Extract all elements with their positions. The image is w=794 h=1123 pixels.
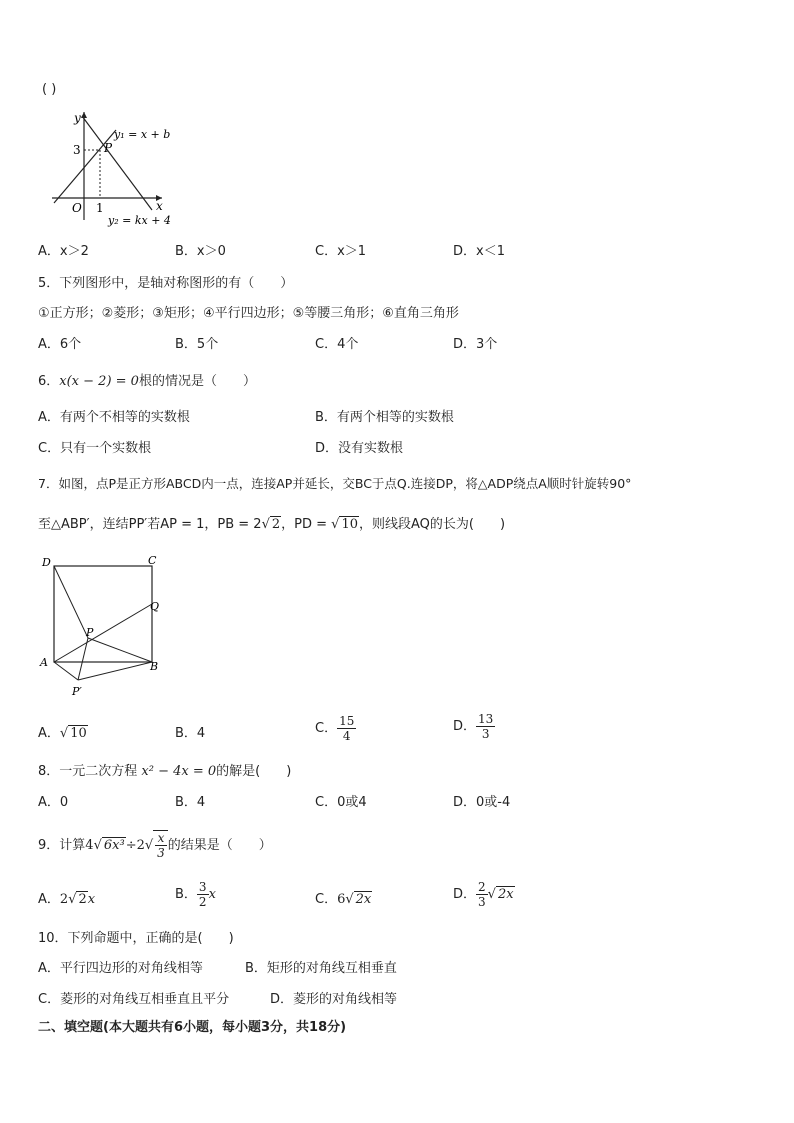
q9-frac-den: 3 bbox=[157, 846, 165, 860]
q7-label-p-prime: P′ bbox=[72, 685, 82, 698]
q9-stem-a: 9．计算 bbox=[38, 838, 86, 853]
q9-div: ÷2 bbox=[125, 838, 145, 853]
q9-option-d-sqrt: √ 2x bbox=[487, 887, 514, 902]
q4-x-label: x bbox=[156, 199, 163, 213]
q8-stem-a: 8．一元二次方程 bbox=[38, 764, 142, 779]
q6-option-b[interactable]: B．有两个相等的实数根 bbox=[315, 410, 454, 425]
q4-option-d[interactable]: D．x＜1 bbox=[453, 244, 505, 259]
q10-option-b[interactable]: B．矩形的对角线互相垂直 bbox=[245, 961, 397, 976]
q9-option-d-num: 2 bbox=[478, 880, 486, 894]
q9-option-a-rad: 2 bbox=[78, 892, 87, 907]
q8-stem bbox=[38, 760, 291, 779]
q4-line2-label: y₂ = kx + 4 bbox=[108, 214, 171, 227]
q7-label-p: P bbox=[86, 626, 94, 639]
q4-graph bbox=[44, 108, 194, 228]
q7-option-c-label: C． bbox=[315, 721, 338, 736]
q9-option-c-label: C． bbox=[315, 892, 338, 907]
q9-option-d-frac bbox=[476, 880, 488, 909]
q8-stem-b: 的解是( ) bbox=[216, 764, 292, 779]
q7-option-a[interactable] bbox=[38, 722, 88, 741]
q9-option-c[interactable] bbox=[315, 888, 372, 907]
q7-option-c-num: 15 bbox=[339, 714, 355, 728]
q7-option-c-frac bbox=[337, 714, 356, 743]
q9-option-d[interactable] bbox=[453, 880, 515, 909]
q9-option-b-frac bbox=[197, 880, 209, 909]
q9-frac bbox=[155, 831, 167, 860]
q7-label-c: C bbox=[148, 554, 157, 567]
q7-option-a-rad: 10 bbox=[70, 726, 87, 741]
q7-label-b: B bbox=[150, 660, 159, 673]
q7-option-a-label: A． bbox=[38, 726, 60, 741]
q4-option-c[interactable]: C．x＞1 bbox=[315, 244, 367, 259]
q7-sqrt-pd: √ 10 bbox=[331, 517, 359, 532]
q7-option-c-den: 4 bbox=[342, 729, 351, 743]
q9-sqrt2: √ $\frac{x}{3}$ bbox=[145, 830, 168, 860]
q7-line1: 7．如图，点P是正方形ABCD内一点，连接AP并延长，交BC于点Q.连接DP，将△ADP绕点A顺时针旋转90° bbox=[38, 476, 632, 491]
q9-option-c-coef: 6 bbox=[337, 892, 346, 907]
q9-frac-num: x bbox=[155, 831, 167, 846]
q4-tick-x: 1 bbox=[96, 201, 104, 215]
q7-label-a: A bbox=[40, 656, 48, 669]
q7-sqrt-pd-rad: 10 bbox=[341, 517, 359, 532]
q4-point-p: P bbox=[104, 141, 113, 155]
q8-option-b[interactable]: B．4 bbox=[175, 795, 206, 810]
q10-stem: 10．下列命题中，正确的是( ) bbox=[38, 931, 234, 946]
q9-stem-b: 的结果是（ ） bbox=[167, 838, 272, 853]
q10-option-c[interactable]: C．菱形的对角线互相垂直且平分 bbox=[38, 992, 230, 1007]
q7-label-d: D bbox=[42, 556, 51, 569]
q4-paren: ( ) bbox=[42, 82, 57, 97]
q10-option-d[interactable]: D．菱形的对角线相等 bbox=[270, 992, 398, 1007]
q9-option-a-tail: x bbox=[87, 892, 96, 907]
q8-option-a[interactable]: A．0 bbox=[38, 795, 69, 810]
q7-line2a: 至△ABP′，连结PP′若AP = 1，PB = 2 bbox=[38, 517, 262, 532]
q7-sqrt-pb-rad: 2 bbox=[271, 517, 281, 532]
q5-option-b[interactable]: B．5个 bbox=[175, 337, 219, 352]
q4-option-a[interactable]: A．x＞2 bbox=[38, 244, 89, 259]
q9-coef1: 4 bbox=[85, 838, 94, 853]
q4-line1-label: y₁ = x + b bbox=[114, 128, 171, 141]
q7-label-q: Q bbox=[150, 600, 160, 613]
q7-option-d-label: D． bbox=[453, 719, 477, 734]
q7-option-d-num: 13 bbox=[478, 712, 494, 726]
q4-option-b[interactable]: B．x＞0 bbox=[175, 244, 226, 259]
q8-option-d[interactable]: D．0或-4 bbox=[453, 795, 511, 810]
q7-figure bbox=[36, 554, 166, 700]
q9-stem bbox=[38, 830, 272, 860]
q5-option-a[interactable]: A．6个 bbox=[38, 337, 82, 352]
q7-option-d[interactable] bbox=[453, 712, 495, 741]
q9-option-c-rad: 2x bbox=[355, 892, 372, 907]
q9-option-a-coef: 2 bbox=[59, 892, 69, 907]
q9-option-b-tail: x bbox=[208, 887, 216, 902]
q10-option-a[interactable]: A．平行四边形的对角线相等 bbox=[38, 961, 203, 976]
q4-y-label: y bbox=[74, 111, 81, 125]
q9-option-b[interactable] bbox=[175, 880, 216, 909]
q5-option-c[interactable]: C．4个 bbox=[315, 337, 359, 352]
q9-option-a-sqrt: √ 2 bbox=[68, 892, 87, 907]
q7-sqrt-pb: √ 2 bbox=[261, 517, 281, 532]
q6-option-c[interactable]: C．只有一个实数根 bbox=[38, 441, 152, 456]
q8-equation: x² − 4x = 0 bbox=[141, 764, 217, 779]
q9-rad1: 6x³ bbox=[103, 838, 125, 853]
q7-option-a-sqrt: √ 10 bbox=[59, 726, 87, 741]
q7-line2 bbox=[38, 513, 505, 532]
q9-option-d-label: D． bbox=[453, 887, 477, 902]
q9-option-b-label: B． bbox=[175, 887, 197, 902]
q5-items: ①正方形；②菱形；③矩形；④平行四边形；⑤等腰三角形；⑥直角三角形 bbox=[38, 306, 459, 321]
q7-option-c[interactable] bbox=[315, 714, 356, 743]
q8-option-c[interactable]: C．0或4 bbox=[315, 795, 367, 810]
section2-heading: 二、填空题(本大题共有6小题，每小题3分，共18分) bbox=[38, 1020, 347, 1035]
q9-option-d-den: 3 bbox=[478, 895, 486, 909]
q6-num: 6． bbox=[38, 374, 60, 389]
q6-tail: 根的情况是（ ） bbox=[138, 374, 256, 389]
q5-option-d[interactable]: D．3个 bbox=[453, 337, 498, 352]
q6-option-a[interactable]: A．有两个不相等的实数根 bbox=[38, 410, 190, 425]
q7-line2e: ，则线段AQ的长为( ) bbox=[359, 517, 506, 532]
q4-origin: O bbox=[72, 201, 82, 215]
q7-option-d-den: 3 bbox=[481, 727, 490, 741]
q7-line2c: ，PD = bbox=[281, 517, 332, 532]
q4-tick-y: 3 bbox=[73, 143, 81, 157]
q7-option-b[interactable]: B．4 bbox=[175, 726, 206, 741]
q9-option-a[interactable] bbox=[38, 888, 95, 907]
q6-option-d[interactable]: D．没有实数根 bbox=[315, 441, 404, 456]
q9-option-b-den: 2 bbox=[198, 895, 207, 909]
q9-sqrt1: √ 6x³ bbox=[93, 838, 125, 853]
q7-option-d-frac bbox=[476, 712, 495, 741]
q6-equation: x(x − 2) = 0 bbox=[59, 374, 139, 389]
q6-stem bbox=[38, 370, 256, 389]
q9-option-c-sqrt: √ 2x bbox=[345, 892, 372, 907]
q9-option-b-num: 3 bbox=[198, 880, 207, 894]
q9-option-d-rad: 2x bbox=[497, 887, 514, 902]
q5-stem: 5．下列图形中，是轴对称图形的有（ ） bbox=[38, 276, 294, 291]
q9-option-a-label: A． bbox=[38, 892, 60, 907]
